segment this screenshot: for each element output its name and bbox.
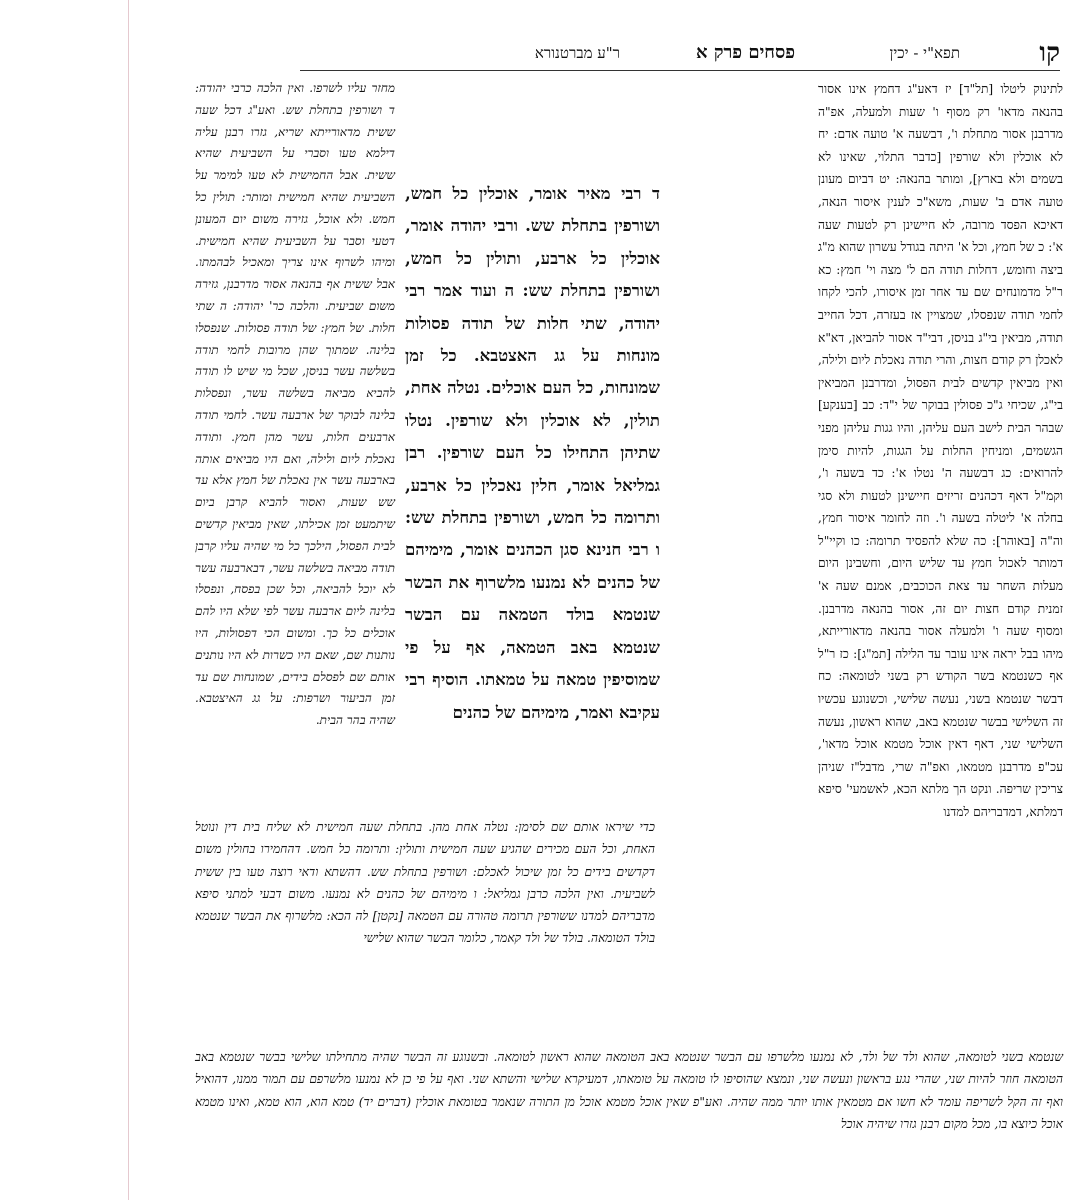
header-commentary-label: תפא"י - יכין xyxy=(889,44,960,62)
header-rule xyxy=(300,70,1060,71)
mishnah-text-block xyxy=(405,178,660,729)
commentary-bartenura-bottom xyxy=(195,1046,1063,1135)
commentary-bartenura-top xyxy=(195,78,395,732)
margin-line xyxy=(128,0,129,1200)
commentary-left-top-text: מחזר עליו לשרפו. ואין הלכה כרבי יהודה: ד ושורפין בתחלת שש. ואע"ג דכל שעה ששית מדאורייתא שריא, גזרו רבנן עליה דילמא טעו וסברי על השביעית שהיא ששית. אבל החמישית לא טעו למימר על השביעית שהיא חמישית ומותר: תולין כל חמש. ולא אוכל, גזירה משום יום המעונן דטעי וסבר על השביעית שהיא חמישית. ומיהו לשרוף אינו צריך ומאכיל לבהמתו. אבל ששית אף בהנאה אסור מדרבנן, גזירה משום שביעית. והלכה כר' יהודה: ה שתי חלות. של חמץ: של תודה פסולות. שנפסלו בלינה. שמתוך שהן מרובות לחמי תודה בשלשה עשר בניסן, שכל מי שיש לו תודה להביא מביאה בשלשה עשר, ונפסלות בלינה לבוקר של ארבעה עשר. לחמי תודה ארבעים חלות, עשר מהן חמץ. ותודה נאכלת ליום ולילה, ואם היו מביאים אותה בארבעה עשר אין נאכלת של חמץ אלא עד שש שעות, ואסור להביא קרבן ביום שיתמעט זמן אכילתו, שאין מביאין קדשים לבית הפסול, הילכך כל מי שהיה עליו קרבן תודה מביאה בשלשה עשר, דבארבעה עשר לא יוכל להביאה, וכל שכן בפסח, ונפסלו בלינה ליום ארבעה עשר לפי שלא היו להם אוכלים כל כך. ומשום הכי דפסולות, היו נותנות שם, שאם היו כשרות לא היו נותנים אותם שם לפסלם בידים, שמונחות שם עד זמן הביעור ושרפות: על גג האיצטבא. שהיה בהר הבית. xyxy=(195,81,395,728)
commentary-bottom-text: שנטמא בשני לטומאה, שהוא ולד של ולד, לא נמנעו מלשרפו עם הבשר שנטמא באב הטומאה שהוא ראשון לטומאה. ובשנוגע זה הבשר שהיה מתחילתו שלישי בבשר שנטמא באב הטומאה חוזר להיות שני, שהרי נגע בראשון ונעשה שני, ונמצא שהוסיפו לו טומאה על טומאתו, דמעיקרא שלישי והשתא שני. ואף על פי כן לא נמנעו מלשרפם עם תמור ממנו, דהואיל ואף זה הקל לשריפה עומד לא חשו אם מטמאין אותו יותר ממה שהיה. ואע"פ שאין אוכל מטמא אוכל מן התורה שנאמר בטומאת אוכלין (דברים יד) טמא הוא, הוא טמא, ואינו מטמא אוכל כיוצא בו, מכל מקום רבנן גזרו שיהיה אוכל xyxy=(195,1050,1063,1131)
commentary-left-bottom-text: כדי שיראו אותם שם לסימן: נטלה אחת מהן. בתחלת שעה חמישית לא שליח בית דין ונוטל האחת, וכל העם מכירים שהגיע שעה חמישית ותולין: ותרומה כל חמש. דהחמירו בחולין משום דקדשים בידים כל זמן שיכול לאכלם: ושורפין בתחלת שש. דהשתא ודאי רוצה טעו בין ששית לשביעית. ואין הלכה כרבן גמליאל: ו מימיהם של כהנים לא נמנעו. משום דבעי למתני סיפא מדבריהם למדנו ששורפין תרומה טהורה עם הטמאה [נקטן] לה הכא: מלשרוף את הבשר שנטמא בולד הטומאה. בולד של ולד קאמר, כלומר הבשר שהוא שלישי xyxy=(195,820,655,946)
commentary-tiferet-yisrael xyxy=(818,78,1063,824)
commentary-right-text: לתינוק ליטלו [תל"ד] יז דאע"ג דחמץ אינו אסור בהנאה מדאו' רק מסוף ו' שעות ולמעלה, אפ"ה מדרבנן אסור מתחלת ו', דבשעה א' טועה אדם: יח לא אוכלין ולא שורפין [כדבר התלוי, שאינו לא בשמים ולא בארץ], ומותר בהנאה: יט דביום מעונן טועה אדם ב' שעות, משא"כ לענין איסור הנאה, דאיכא הפסד מרובה, לא חיישינן רק לטעות שעה א': כ של חמץ, וכל א' היתה בגודל עשרון שהוא מ"ג ביצה וחומש, דחלות תודה הם ל' מצה וי' חמץ: כא ר"ל מדמונחים שם עד אחר זמן איסורו, להכי לקחו לחמי תודה שנפסלו, שמצויין אז בעזרה, דכל החייב תודה, מביאין בי"ג בניסן, דבי"ד אסור להביאן, דא"א לאכלן רק קודם חצות, והרי תודה נאכלת ליום ולילה, ואין מביאין קדשים לבית הפסול, ומדרבנן המביאין בי"ג, שכיחי ג"כ פסולין בבוקר של י"ד: כב [בענקע] שבהר הבית לישב העם עליהן, והיו גגות עליהן מפני הגשמים, ומניחין החלות על הגגות, להיות סימן להרואים: כג דבשעה ה' נטלו א': כד בשעה ו', וקמ"ל דאף דכהנים זריזים חיישינן לטעות ולא סגי בחלה א' ליטלה בשעה ו'. וזה לחומר איסור חמץ, וה"ה [באוהר]: כה שלא להפסיד תרומה: כו וקיי"ל דמותר לאכול חמץ עד שליש היום, וחשבינן היום מעלות השחר עד צאת הכוכבים, אמנם שעה א' זמנית קודם חצות יום זה, אסור בהנאה מדרבנן. ומסוף שעה ו' ולמעלה אסור בהנאה מדאורייתא, מיהו בבל יראה אינו עובר עד הלילה [תמ"ג]: כז ר"ל אף כשנטמא בשר הקודש רק בשני לטומאה: כח דבשר שנטמא בשני, נעשה שלישי, וכשנוגע עכשיו זה השלישי בבשר שנטמא באב, שהוא ראשון, נעשה השלישי שני, דאף דאין אוכל מטמא אוכל מדאו', עכ"פ מדרבנן מטמאו, ואפ"ה שרי, מדבל"ז שניהן צריכין שריפה. ונקט הך מלתא הכא, לאשמעי' סיפא דמלתא, דמדבריהם למדנו xyxy=(818,82,1063,819)
header-title: פסחים פרק א xyxy=(696,42,795,63)
page-number: קו xyxy=(1039,38,1060,68)
header-bartenura-label: ר"ע מברטנורא xyxy=(534,44,620,62)
commentary-bartenura-middle xyxy=(195,816,655,950)
mishnah-text: ד רבי מאיר אומר, אוכלין כל חמש, ושורפין בתחלת שש. ורבי יהודה אומר, אוכלין כל ארבע, ותולין כל חמש, ושורפין בתחלת שש: ה ועוד אמר רבי יהודה, שתי חלות של תודה פסולות מונחות על גג האצטבא. כל זמן שמונחות, כל העם אוכלים. נטלה אחת, תולין, לא אוכלין ולא שורפין. נטלו שתיהן התחילו כל העם שורפין. רבן גמליאל אומר, חלין נאכלין כל ארבע, ותרומה כל חמש, ושורפין בתחלת שש: ו רבי חנינא סגן הכהנים אומר, מימיהם של כהנים לא נמנעו מלשרוף את הבשר שנטמא בולד הטמאה עם הבשר שנטמא באב הטמאה, אף על פי שמוסיפין טמאה על טמאתו. הוסיף רבי עקיבא ואמר, מימיהם של כהנים xyxy=(405,184,660,722)
page-header xyxy=(300,38,1060,78)
